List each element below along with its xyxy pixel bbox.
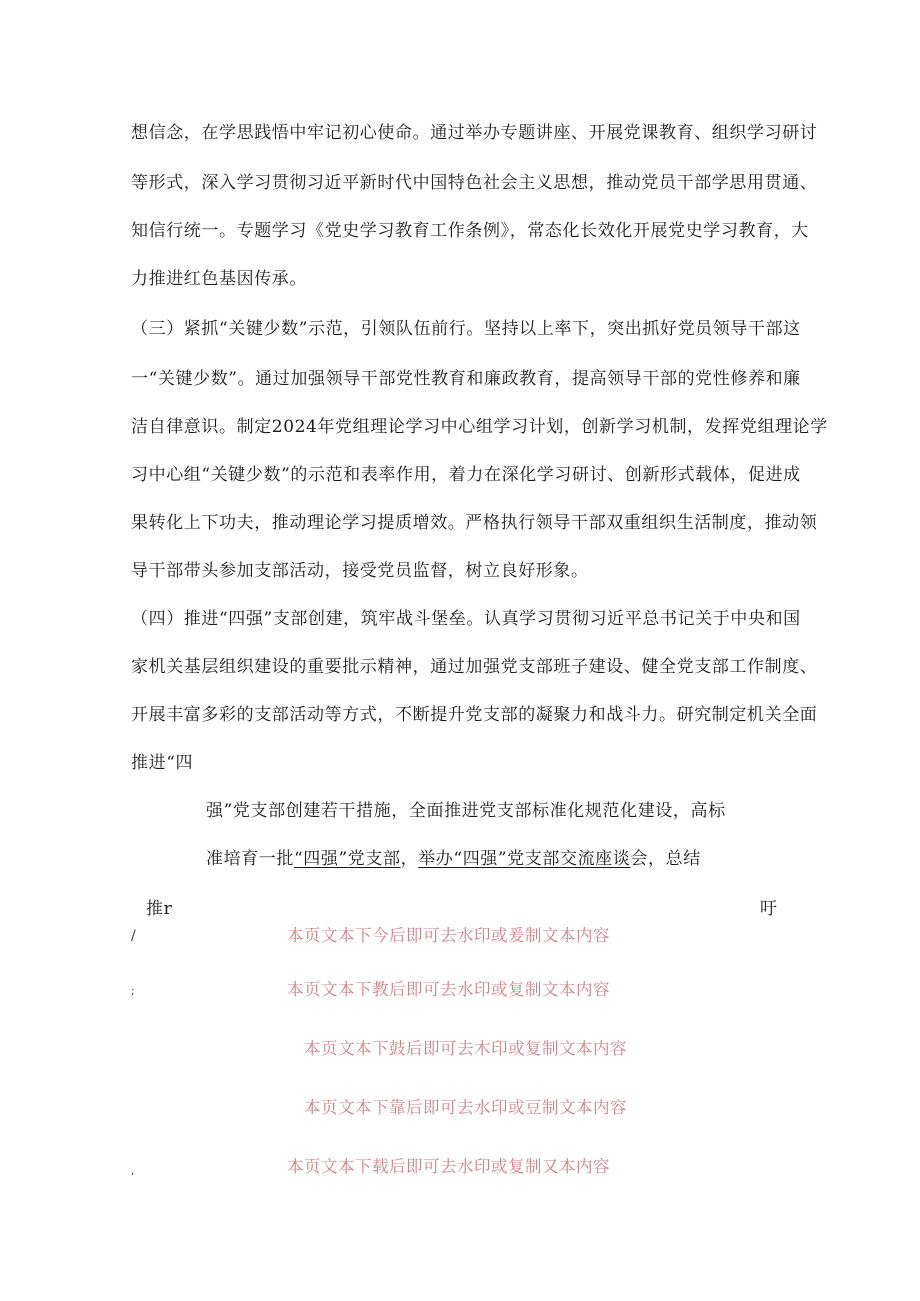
watermark-line-3: 本页文本下鼓后即可去木印或复制文本内容 (304, 1039, 627, 1058)
paragraph-1-line-3: 知信行统一。专题学习《党史学习教育工作条例》，常态化长效化开展党史学习教育，大 (131, 221, 809, 241)
paragraph-1-line-2: 等形式，深入学习贯彻习近平新时代中国特色社会主义思想，推动党员干部学思用贯通、 (131, 173, 818, 193)
fragment-left: 推r (146, 899, 173, 919)
center-line-2-b: “四强”党支部 (294, 849, 401, 869)
paragraph-1-line-4: 力推进红色基因传承。 (131, 269, 307, 289)
paragraph-3-line-4: 推进“四 (131, 753, 194, 773)
paragraph-2-line-5: 果转化上下功夫，推动理论学习提质增效。严格执行领导干部双重组织生活制度，推动领 (131, 513, 818, 533)
center-line-2-e: 会，总结 (630, 849, 701, 869)
fragment-semicolon: ; (131, 984, 135, 997)
center-line-1: 强”党支部创建若干措施，全面推进党支部标准化规范化建设，高标 (206, 801, 726, 821)
center-line-2-c: ， (400, 849, 419, 869)
watermark-line-2: 本页文本下教后即可去水印或复制文本内容 (287, 980, 610, 999)
center-line-2-d: 举办“四强”党支部交流座谈 (418, 849, 631, 869)
paragraph-3-line-2: 家机关基层组织建设的重要批示精神，通过加强党支部班子建设、健全党支部工作制度、 (131, 657, 818, 677)
fragment-comma: , (131, 1164, 135, 1177)
fragment-slash: / (131, 928, 136, 944)
fragment-right: 吁 (760, 899, 778, 919)
watermark-line-4: 本页文本下靠后即可去水印或豆制文本内容 (304, 1098, 627, 1117)
paragraph-2-line-4: 习中心组“关键少数”的示范和表率作用，着力在深化学习研讨、创新形式载体，促进成 (131, 465, 801, 485)
paragraph-3-line-3: 开展丰富多彩的支部活动等方式，不断提升党支部的凝聚力和战斗力。研究制定机关全面 (131, 705, 818, 725)
paragraph-2-line-2: 一“关键少数”。通过加强领导干部党性教育和廉政教育，提高领导干部的党性修养和廉 (131, 369, 801, 389)
watermark-line-5: 本页文本下载后即可去水印或复制又本内容 (287, 1157, 610, 1176)
paragraph-2-line-3: 洁自律意识。制定2024年党组理论学习中心组学习计划，创新学习机制，发挥党组理论学 (131, 417, 828, 437)
paragraph-3-line-1: （四）推进“四强”支部创建，筑牢战斗堡垒。认真学习贯彻习近平总书记关于中央和国 (131, 609, 801, 629)
paragraph-2-line-6: 导干部带头参加支部活动，接受党员监督，树立良好形象。 (131, 561, 589, 581)
center-line-2-a: 准培育一批 (206, 849, 294, 869)
paragraph-2-line-1: （三）紧抓“关键少数”示范，引领队伍前行。坚持以上率下，突出抓好党员领导干部这 (131, 319, 801, 339)
watermark-line-1: 本页文本下今后即可去水印或爰制文本内容 (287, 926, 610, 945)
paragraph-1-line-1: 想信念，在学思践悟中牢记初心使命。通过举办专题讲座、开展党课教育、组织学习研讨 (131, 123, 818, 143)
center-line-2 (206, 848, 701, 870)
